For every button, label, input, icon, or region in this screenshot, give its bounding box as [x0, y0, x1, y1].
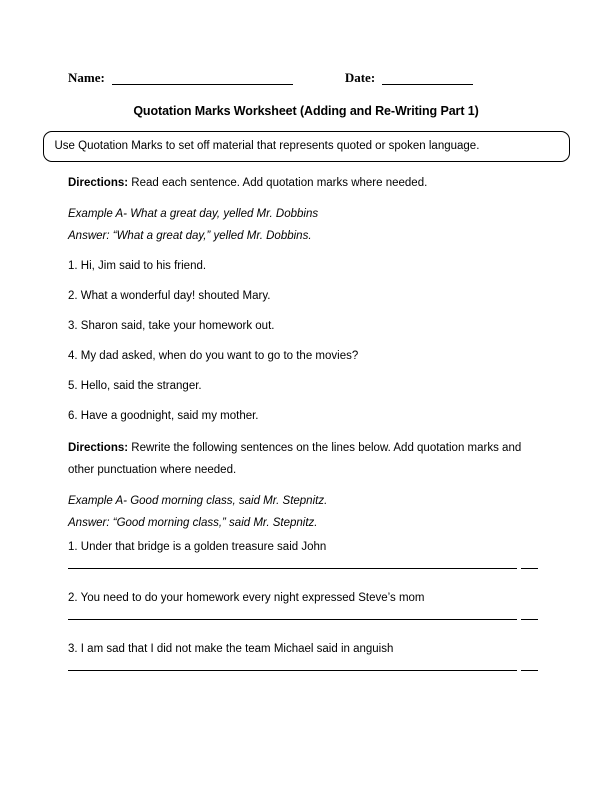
section2-directions: [68, 437, 538, 481]
section1-example-answer: Answer: “What a great day,” yelled Mr. Dobbins.: [68, 230, 312, 242]
section1-directions: [68, 172, 538, 194]
rewrite-answer-line-3[interactable]: [68, 669, 538, 671]
answer-line-long-segment: [68, 669, 517, 671]
sentence-item-2: 2. What a wonderful day! shouted Mary.: [68, 290, 271, 302]
answer-line-short-segment: [521, 669, 538, 671]
rewrite-answer-line-1[interactable]: [68, 567, 538, 569]
section2-example-answer: Answer: “Good morning class,” said Mr. Stepnitz.: [68, 517, 318, 529]
sentence-item-1: 1. Hi, Jim said to his friend.: [68, 260, 207, 272]
sentence-item-6: 6. Have a goodnight, said my mother.: [68, 410, 259, 422]
section2-example: [68, 490, 538, 534]
rewrite-item-2: 2. You need to do your homework every night expressed Steve’s mom: [68, 592, 425, 604]
rewrite-item-1: 1. Under that bridge is a golden treasure said John: [68, 541, 327, 553]
page-title: Quotation Marks Worksheet (Adding and Re-Writing Part 1): [133, 104, 479, 118]
answer-line-long-segment: [68, 567, 517, 569]
answer-line-short-segment: [521, 567, 538, 569]
rewrite-answer-line-2[interactable]: [68, 618, 538, 620]
date-input-line[interactable]: [382, 71, 473, 85]
section2-example-prompt: Example A- Good morning class, said Mr. Stepnitz.: [68, 495, 328, 507]
date-group: [345, 71, 473, 85]
header-row: [68, 0, 540, 85]
name-input-line[interactable]: [112, 71, 293, 85]
section2-directions-text: Rewrite the following sentences on the lines below. Add quotation marks and other punctuation where needed.: [68, 442, 522, 476]
rule-box: [43, 131, 570, 162]
answer-line-long-segment: [68, 618, 517, 620]
sentence-item-5: 5. Hello, said the stranger.: [68, 380, 202, 392]
rule-box-text: Use Quotation Marks to set off material that represents quoted or spoken language.: [54, 140, 480, 152]
sentence-item-4: 4. My dad asked, when do you want to go to the movies?: [68, 350, 359, 362]
name-label: Name:: [68, 70, 105, 85]
section1-example: [68, 203, 538, 247]
rewrite-item-3: 3. I am sad that I did not make the team Michael said in anguish: [68, 643, 394, 655]
section2-directions-label: Directions:: [68, 442, 129, 454]
answer-line-short-segment: [521, 618, 538, 620]
section1-directions-label: Directions:: [68, 177, 129, 189]
section1-example-prompt: Example A- What a great day, yelled Mr. Dobbins: [68, 208, 319, 220]
worksheet-body: [68, 172, 538, 671]
sentence-item-3: 3. Sharon said, take your homework out.: [68, 320, 275, 332]
date-label: Date:: [344, 70, 376, 85]
section1-directions-text: Read each sentence. Add quotation marks where needed.: [128, 177, 428, 189]
